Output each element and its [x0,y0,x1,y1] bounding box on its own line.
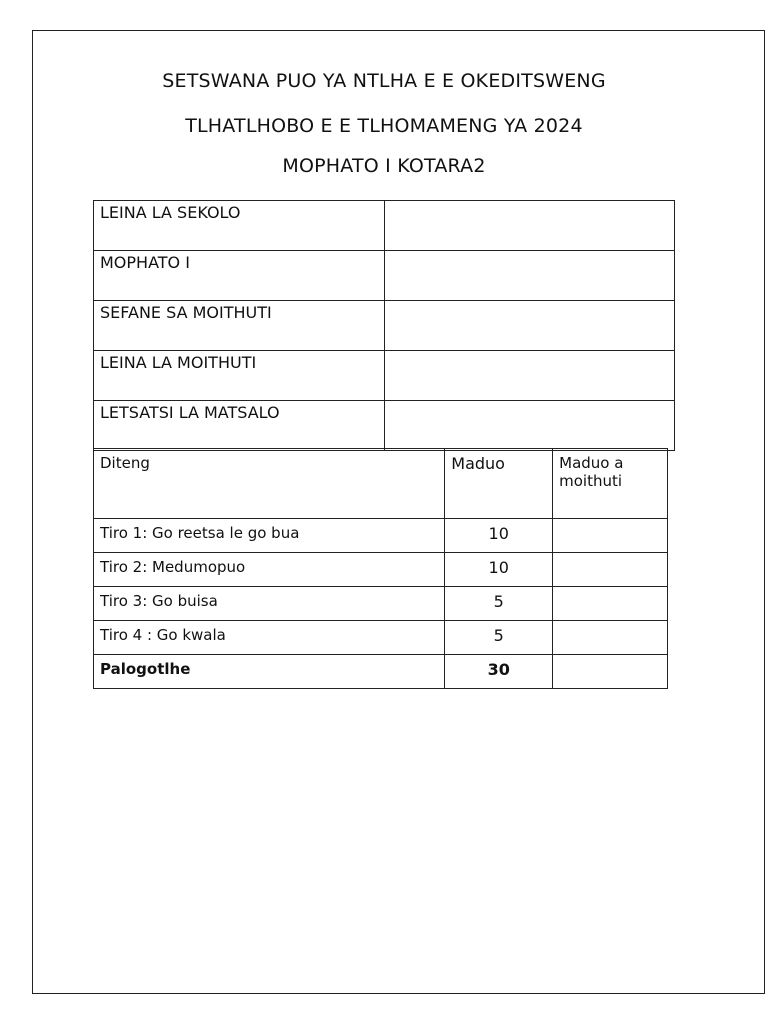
info-row-birthdate [94,401,675,451]
school-name-field[interactable] [384,201,674,251]
surname-field[interactable] [384,301,674,351]
info-row-school [94,201,675,251]
column-header-content: Diteng [94,449,445,519]
marks-table [93,448,668,689]
info-label: LEINA LA MOITHUTI [94,351,385,401]
info-row-surname [94,301,675,351]
info-label: SEFANE SA MOITHUTI [94,301,385,351]
info-row-learner-name [94,351,675,401]
total-row [94,655,668,689]
grade-term: MOPHATO I KOTARA2 [282,155,486,177]
birthdate-field[interactable] [384,401,674,451]
table-row [94,553,668,587]
exam-title: TLHATLHOBO E E TLHOMAMENG YA 2024 [185,115,583,137]
table-row [94,621,668,655]
learner-total-cell[interactable] [553,655,668,689]
task-label: Tiro 1: Go reetsa le go bua [94,519,445,553]
table-row [94,519,668,553]
learner-marks-cell[interactable] [553,519,668,553]
learner-marks-cell[interactable] [553,553,668,587]
table-row [94,587,668,621]
learner-info-table [93,200,675,451]
info-label: LEINA LA SEKOLO [94,201,385,251]
info-label: MOPHATO I [94,251,385,301]
column-header-learner-marks: Maduo a moithuti [553,449,668,519]
column-header-marks: Maduo [445,449,553,519]
grade-field[interactable] [384,251,674,301]
total-marks: 30 [445,655,553,689]
task-marks: 5 [445,621,553,655]
learner-marks-cell[interactable] [553,621,668,655]
learner-marks-cell[interactable] [553,587,668,621]
learner-name-field[interactable] [384,351,674,401]
document-title: SETSWANA PUO YA NTLHA E E OKEDITSWENG [162,70,606,92]
marks-header-row [94,449,668,519]
task-marks: 5 [445,587,553,621]
task-label: Tiro 2: Medumopuo [94,553,445,587]
info-label: LETSATSI LA MATSALO [94,401,385,451]
info-row-grade [94,251,675,301]
task-label: Tiro 4 : Go kwala [94,621,445,655]
task-label: Tiro 3: Go buisa [94,587,445,621]
task-marks: 10 [445,553,553,587]
task-marks: 10 [445,519,553,553]
total-label: Palogotlhe [94,655,445,689]
